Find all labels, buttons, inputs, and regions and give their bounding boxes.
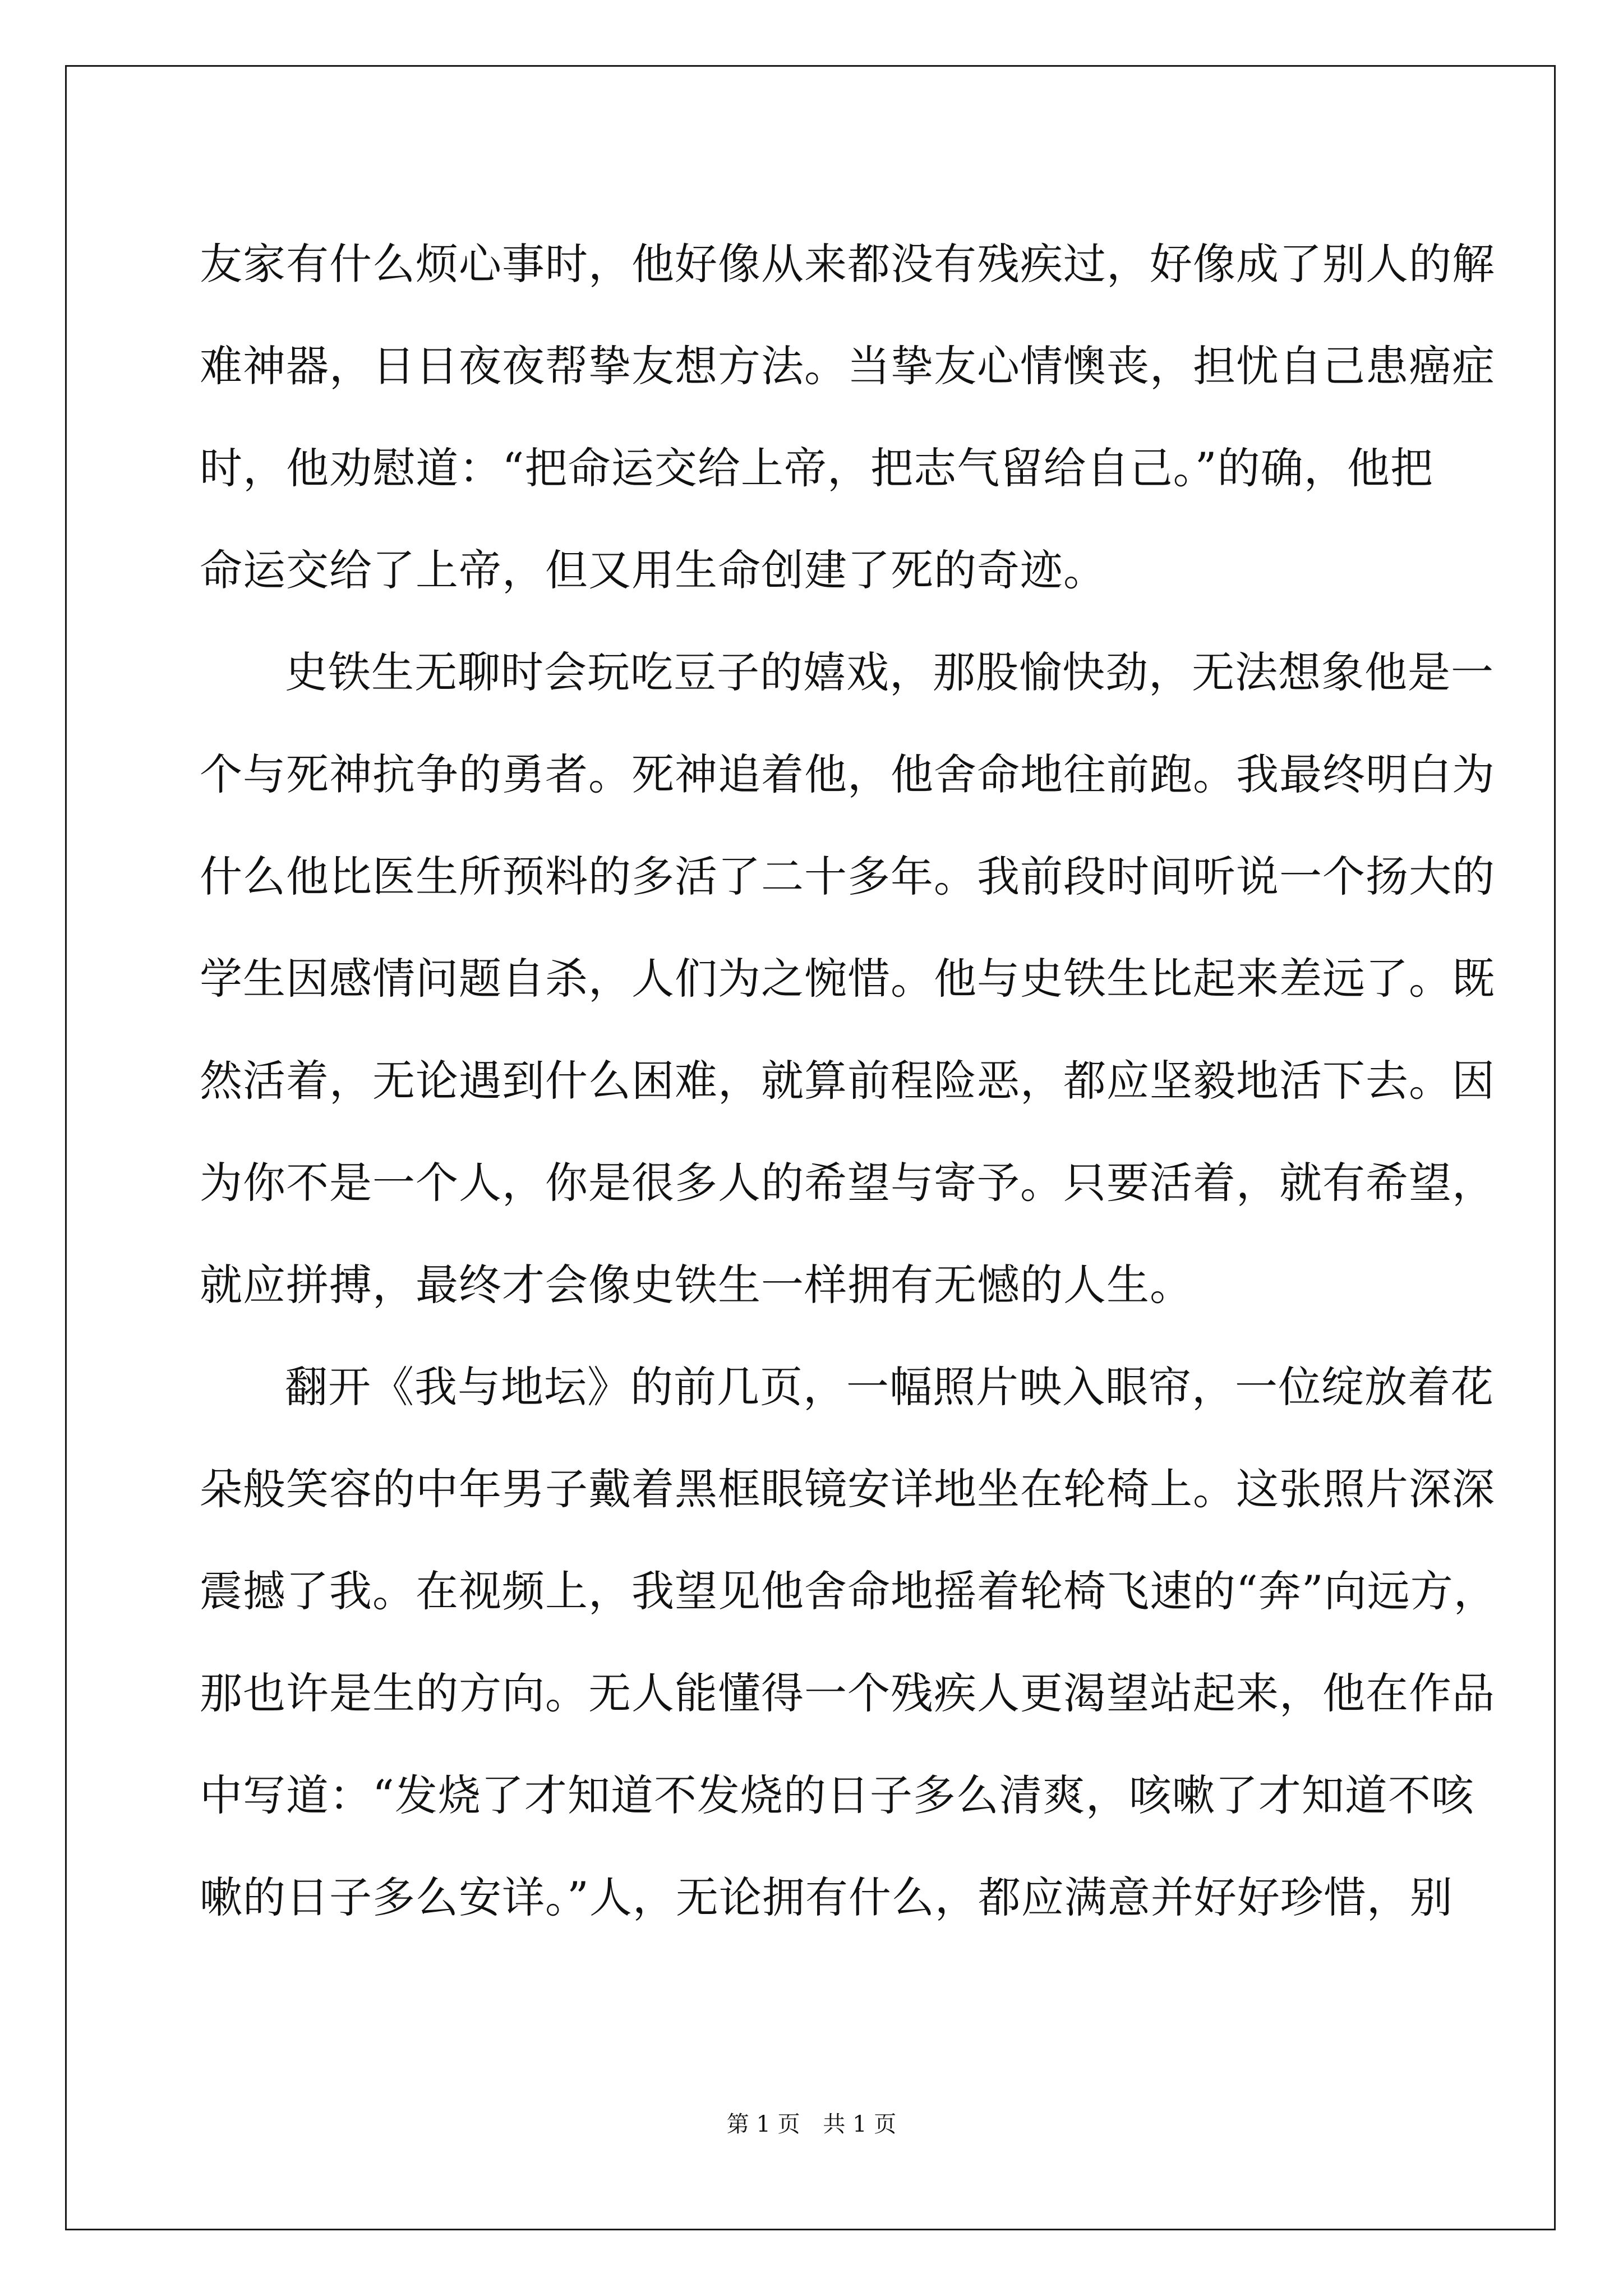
text-line: 为你不是一个人，你是很多人的希望与寄予。只要活着，就有希望， xyxy=(200,1158,1495,1208)
text-line: 命运交给了上帝，但又用生命创建了死的奇迹。 xyxy=(200,545,1106,595)
text-line: 那也许是生的方向。无人能懂得一个残疾人更渴望站起来，他在作品 xyxy=(200,1668,1495,1718)
page-total: 共 1 页 xyxy=(823,2111,897,2137)
paragraph-first-line: 翻开《我与地坛》的前几页，一幅照片映入眼帘，一位绽放着花 xyxy=(285,1362,1494,1412)
text-line: 然活着，无论遇到什么困难，就算前程险恶，都应坚毅地活下去。因 xyxy=(200,1056,1495,1106)
text-line: 个与死神抗争的勇者。死神追着他，他舍命地往前跑。我最终明白为 xyxy=(200,749,1495,799)
paragraph-first-line: 史铁生无聊时会玩吃豆子的嬉戏，那股愉快劲，无法想象他是一 xyxy=(285,647,1494,697)
text-line: 时，他劝慰道：“把命运交给上帝，把志气留给自己。”的确，他把 xyxy=(200,443,1433,493)
text-line: 中写道：“发烧了才知道不发烧的日子多么清爽，咳嗽了才知道不咳 xyxy=(200,1770,1474,1820)
text-line: 难神器，日日夜夜帮挚友想方法。当挚友心情懊丧，担忧自己患癌症 xyxy=(200,341,1495,391)
text-line: 就应拼搏，最终才会像史铁生一样拥有无憾的人生。 xyxy=(200,1260,1193,1310)
text-line: 学生因感情问题自杀，人们为之惋惜。他与史铁生比起来差远了。既 xyxy=(200,954,1495,1004)
text-line: 震撼了我。在视频上，我望见他舍命地摇着轮椅飞速的“奔”向远方， xyxy=(200,1566,1497,1616)
text-line: 嗽的日子多么安详。”人，无论拥有什么，都应满意并好好珍惜，别 xyxy=(200,1872,1453,1922)
text-line: 友家有什么烦心事时，他好像从来都没有残疾过，好像成了别人的解 xyxy=(200,239,1495,289)
document-body xyxy=(200,213,1497,1949)
page-footer xyxy=(0,2108,1623,2141)
text-line: 什么他比医生所预料的多活了二十多年。我前段时间听说一个扬大的 xyxy=(200,852,1495,901)
text-line: 朵般笑容的中年男子戴着黑框眼镜安详地坐在轮椅上。这张照片深深 xyxy=(200,1464,1495,1514)
page-number: 第 1 页 xyxy=(726,2111,800,2137)
